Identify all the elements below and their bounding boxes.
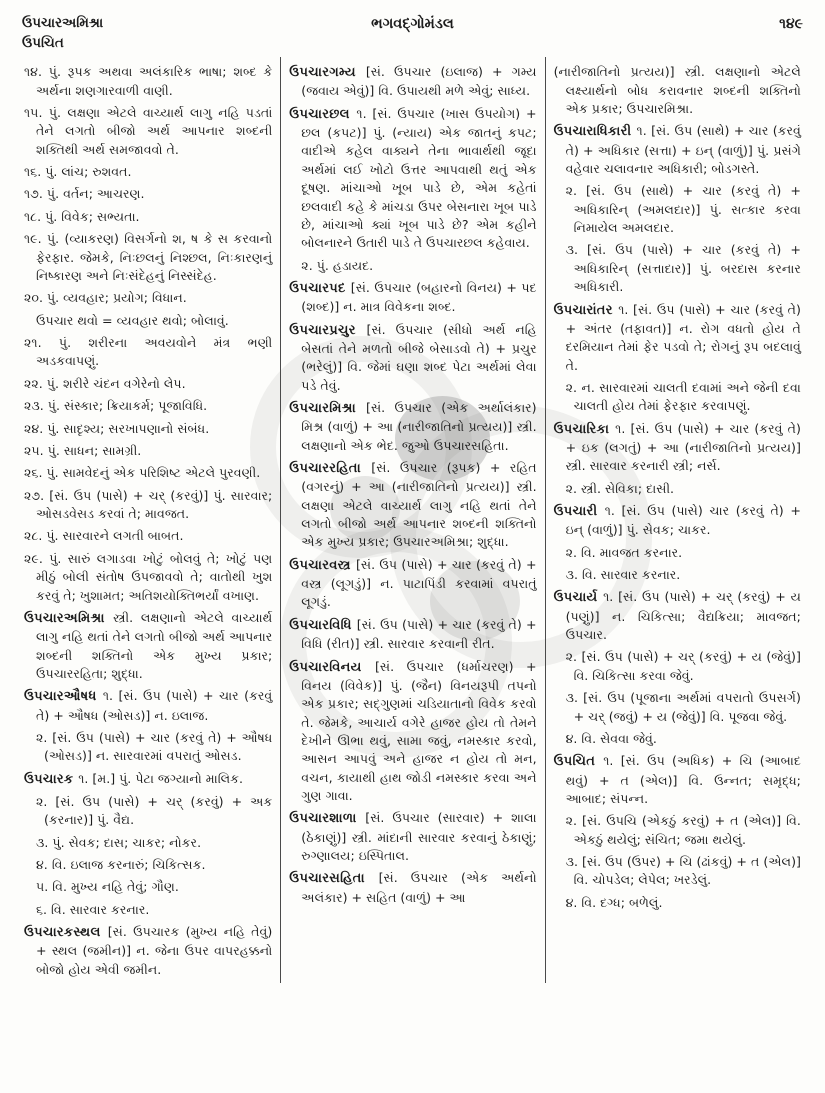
dictionary-entry: ૨૨. પું. શરીરે ચંદન વગેરેનો લેપ. [24,375,186,391]
column-3 [545,57,809,983]
dictionary-entry: ૨૯. પું. સારું લગાડવા ખોટું બોલવું તે; ખોટું પણ મીઠું બોલી સંતોષ ઉપજાવવો તે; વાતોથી ખુશ કરવું તે; ખુશામત; અતિશયોક્તિભર્યાં વખાણ. [24,550,273,603]
dictionary-entry: ઉપચારાધિકારી ૧. [સં. ઉપ (સાથે) + ચાર (કરવું તે) + અધિકાર (સત્તા) + ઇન્ (વાળું)] પું. પ્રસંગે વહેવાર ચલાવનાર અધિકારી; બોડગસ્તે. [553,123,801,176]
dictionary-entry: ૩. વિ. સારવાર કરનાર. [565,567,681,583]
dictionary-entry: ૧૯. પું. (વ્યાકરણ) વિસર્ગનો શ, ષ કે સ કરવાનો ફેરફાર. જેમકે, નિઃછલનું નિશ્છલ, નિઃકારણનું નિષ્કારણ અને નિઃસંદેહનું નિસ્સંદેહ. [24,231,273,283]
dictionary-entry: ૨. પું. હડાયદ. [301,257,374,273]
dictionary-page [12,6,813,1081]
entry-headword: ઉપચારી [553,504,605,520]
dictionary-entry: ઉપચારગમ્ય [સં. ઉપચાર (ઇલાજ) + ગમ્ય (જવાય એવું)] વિ. ઉપાયથી મળે એવું; સાધ્ય. [289,64,537,99]
dictionary-entry: ૨૫. પું. સાધન; સામગ્રી. [24,442,142,458]
dictionary-entry: ૩. [સં. ઉપ (ઉપર) + ચિ (ઢાંકવું) + ત (એલ)] વિ. ચોપડેલ; લેપેલ; ખરડેલું. [565,854,801,888]
dictionary-entry: ૫. વિ. મુખ્ય નહિ તેવું; ગૌણ. [36,879,179,895]
dictionary-entry: ઉપચાર થવો = વ્યવહાર થવો; બોલાવું. [36,312,229,328]
dictionary-entry: ૧૫. પું. લક્ષણા એટલે વાચ્યાર્થ લાગુ નહિ પડતાં તેને લગતો બીજો અર્થ આપનાર શબ્દની શક્તિથી અર્થ સમજાવવો તે. [24,104,273,157]
dictionary-entry: ૧૮. પું. વિવેક; સભ્યતા. [24,208,140,224]
dictionary-entry: ૨૦. પું. વ્યવહાર; પ્રયોગ; વિધાન. [24,290,187,306]
dictionary-entry: ઉપચારઔષધ ૧. [સં. ઉપ (પાસે) + ચાર (કરવું તે) + ઔષધ (ઓસડ)] ન. ઇલાજ. [24,688,273,723]
dictionary-entry: ઉપચારાંતર ૧. [સં. ઉપ (પાસે) + ચાર (કરવું તે) + અંતર (તફાવત)] ન. રોગ વધતો હોય તે દરમિયાન તેમાં ફેર પડવો તે; રોગનું રૂપ બદલાવું તે. [553,301,801,373]
dictionary-entry: ૨૮. પું. સારવારને લગતી બાબત. [24,528,184,544]
dictionary-entry: ૨. [સં. ઉપ (પાસે) + ચર્ (કરવું) + અક (કરનાર)] પું. વૈદ્ય. [36,793,273,828]
entry-headword: ઉપચારવિધિ [289,617,357,633]
guide-words [22,14,280,53]
dictionary-entry: ઉપચારશાળા [સં. ઉપચાર (સારવાર) + શાલા (ઠેકાણું)] સ્ત્રી. માંદાની સારવાર કરવાનું ઠેકાણું; રુગ્ણાલય; ઇસ્પિતાલ. [289,810,537,864]
dictionary-entry: ૩. [સં. ઉપ (પાસે) + ચાર (કરવું તે) + અધિકારિન્ (સત્તાદાર)] પું. બરદાસ કરનાર અધિકારી. [565,242,801,295]
page-number: ૧૪૯ [779,16,803,32]
column-2 [280,57,544,983]
dictionary-entry: ૨૩. પું. સંસ્કાર; ક્રિયાકર્મ; પૂજાવિધિ. [24,398,208,414]
guide-word-top: ઉપચારઅમિશ્રા [22,15,104,31]
page-header [12,6,813,55]
entry-headword: ઉપચારગમ્ય [289,65,366,81]
dictionary-entry: ૨. વિ. માવજત કરનાર. [565,544,683,560]
entry-headword: ઉપચારશાળા [289,811,366,827]
entry-headword: ઉપચારક [24,771,79,787]
dictionary-entry: ઉપચારિકા ૧. [સં. ઉપ (પાસે) + ચાર (કરવું તે) + ઇક (લગતું) + આ (નારીજાતિનો પ્રત્યય)] સ્ત્રી. સારવાર કરનારી સ્ત્રી; નર્સ. [553,420,801,474]
dictionary-entry: ઉપચારકસ્થલ [સં. ઉપચારક (મુખ્ય નહિ તેવું) + સ્થલ (જમીન)] ન. જેના ઉપર વાપરહક્કનો બોજો હોય એવી જમીન. [24,924,273,977]
dictionary-entry: ૪. વિ. ઇલાજ કરનારું; ચિકિત્સક. [36,857,206,873]
entry-headword: ઉપચારાધિકારી [553,124,637,140]
dictionary-entry: ઉપચાર્ય ૧. [સં. ઉપ (પાસે) + ચર્ (કરવું) + ય (પણું)] ન. ચિકિત્સા; વૈદ્યક્રિયા; માવજત; ઉપચાર. [553,589,801,643]
dictionary-entry: ૧૭. પું. વર્તન; આચરણ. [24,186,145,202]
dictionary-entry: ઉપચારવસ્ત્ર [સં. ઉપ (પાસે) + ચાર (કરવું તે) + વસ્ત્ર (લૂગડું)] ન. પાટાપિંડી કરવામાં વપરાતું લૂગડું. [289,556,537,610]
dictionary-entry: ઉપચારસહિતા [સં. ઉપચાર (એક અર્થનો અલંકાર) + સહિત (વાળું) + આ [289,870,537,905]
dictionary-entry: ૨. [સં. ઉપચિ (એકઠું કરવું) + ત (એલ)] વિ. એકઠું થયેલું; સંચિત; જમા થયેલું. [565,813,801,847]
dictionary-entry: ઉપચારઅમિશ્રા સ્ત્રી. લક્ષણાનો એટલે વાચ્યાર્થ લાગુ નહિ થતાં તેને લગતો બીજો અર્થ આપનાર શબ્દની શક્તિનો એક મુખ્ય પ્રકાર; ઉપચારરહિતા; શુદ્ધા. [24,609,273,681]
entry-headword: ઉપચારઅમિશ્રા [24,610,114,626]
dictionary-entry: ઉપચારપ્રચુર [સં. ઉપચાર (સીધો અર્થ નહિ બેસતાં તેને મળતો બીજે બેસાડવો તે) + પ્રચુર (ભરેલું)] વિ. જેમાં ઘણા શબ્દ પેટા અર્થમાં લેવા પડે તેવું. [289,321,537,393]
dictionary-entry: ૨. ન. સારવારમાં ચાલતી દવામાં અને જેની દવા ચાલતી હોય તેમાં ફેરફાર કરવાપણું. [565,379,801,414]
entry-headword: ઉપચારસહિતા [289,871,379,887]
dictionary-entry: ઉપચારી ૧. [સં. ઉપ (પાસે) ચાર (કરવું તે) + ઇન્ (વાળું)] પું. સેવક; ચાકર. [553,503,801,538]
entry-headword: ઉપચાર્ય [553,590,604,606]
dictionary-entry: ૨૭. [સં. ઉપ (પાસે) + ચર્ (કરવું)] પું. સારવાર; ઓસડવેસડ કરવાં તે; માવજત. [24,487,273,521]
entry-headword: ઉપચારપ્રચુર [289,322,367,338]
dictionary-entry: ૨. [સં. ઉપ (પાસે) + ચાર (કરવું તે) + ઔષધ (ઓસડ)] ન. સારવારમાં વપરાતું ઓસડ. [36,729,273,764]
entry-headword: ઉપચારકસ્થલ [24,925,108,941]
dictionary-entry: ઉપચારરહિતા [સં. ઉપચાર (રૂપક) + રહિત (વગરનું) + આ (નારીજાતિનો પ્રત્યય)] સ્ત્રી. લક્ષણા એટલે વાચ્યાર્થ લાગુ નહિ થતાં તેને લગતો બીજો અર્થ આપનાર શબ્દની શક્તિનો એક મુખ્ય પ્રકાર; ઉપચારઅમિશ્રા; શુદ્ધા. [289,460,537,550]
dictionary-entry: (નારીજાતિનો પ્રત્યય)] સ્ત્રી. લક્ષણાનો એટલે લક્ષ્યાર્થનો બોધ કરાવનાર શબ્દની શક્તિનો એક પ્રકાર; ઉપચારમિશ્રા. [553,64,801,116]
entry-headword: ઉપચારમિશ્રા [289,401,367,417]
entry-headword: ઉપચારિકા [553,421,616,437]
dictionary-entry: ૨૪. પું. સાદૃશ્ય; સરખાપણાનો સંબંધ. [24,420,210,436]
dictionary-entry: ૨૬. પું. સામવેદનું એક પરિશિષ્ટ એટલે પુરવણી. [24,465,261,481]
dictionary-entry: ૨. [સં. ઉપ (સાથે) + ચાર (કરવું તે) + અધિકારિન્ (અમલદાર)] પું. સત્કાર કરવા નિમાયેલ અમલદાર. [565,183,801,236]
column-1 [16,57,280,983]
entry-headword: ઉપચિત [553,754,604,770]
dictionary-columns [12,55,813,983]
guide-word-bottom: ઉપચિત [22,34,64,51]
dictionary-entry: ઉપચારમિશ્રા [સં. ઉપચાર (એક અર્થાલંકાર) મિશ્ર (વાળું) + આ (નારીજાતિનો પ્રત્યય)] સ્ત્રી. લક્ષણાનો એક ભેદ. જુઓ ઉપચારસહિતા. [289,400,537,453]
dictionary-entry: ૧૬. પું. લાંચ; રુશવત. [24,164,132,179]
dictionary-entry: ૬. વિ. સારવાર કરનાર. [36,901,150,917]
dictionary-entry: ૪. વિ. સેવવા જેવું. [565,730,657,746]
dictionary-entry: ઉપચિત ૧. [સં. ઉપ (અધિક) + ચિ (આબાદ થવું) + ત (એલ)] વિ. ઉન્નત; સમૃદ્ધ; આબાદ; સંપન્ન. [553,753,801,806]
entry-headword: ઉપચારછલ [289,106,357,122]
dictionary-entry: ૨. [સં. ઉપ (પાસે) + ચર્ (કરવું) + ય (જેવું)] વિ. ચિકિત્સા કરવા જેવું. [565,649,801,683]
dictionary-entry: ૨. સ્ત્રી. સેવિકા; દાસી. [565,480,675,496]
entry-headword: ઉપચારપદ [289,281,351,297]
dictionary-entry: ઉપચારક ૧. [મ.] પું. પેટા જગ્યાનો માલિક. [24,770,244,787]
dictionary-entry: ૨૧. પું. શરીરના અવયવોને મંત્ર ભણી અડકવાપણું. [24,335,273,369]
dictionary-entry: ઉપચારછલ ૧. [સં. ઉપચાર (ખાસ ઉપયોગ) + છલ (કપટ)] પું. (ન્યાય) એક જાતનું કપટ; વાદીએ કહેલ વાક્યને તેના ભાવાર્થથી જૂદા અર્થમાં લઈ ખોટો ઉત્તર આપવાથી થતું એક દૂષણ. માંચાઓ ખૂબ પાડે છે, એમ કહેતાં છલવાદી કહે કે માંચડા ઉપર બેસનારા ખૂબ પાડે છે, માંચાઓ ક્યાં ખૂબ પાડે છે? એમ કહીને બોલનારને ઉતારી પાડે તે ઉપચારછલ કહેવાય. [289,105,537,251]
dictionary-entry: ઉપચારવિનય [સં. ઉપચાર (ધર્માચરણ) + વિનય (વિવેક)] પું. (જૈન) વિનયરૂપી તપનો એક પ્રકાર; સદ્ગુણમાં ચડિયાતાનો વિવેક કરવો તે. જેમકે, આચાર્ય વગેરે હાજર હોય તો તેમને દેખીને ઊભા થવું, સામા જવું, નમસ્કાર કરવો, આસન આપવું અને હાજર ન હોય તો મન, વચન, કાયાથી હાથ જોડી નમસ્કાર કરવા અને ગુણ ગાવા. [289,658,537,804]
dictionary-entry: ૩. પું. સેવક; દાસ; ચાકર; નોકર. [36,834,202,850]
entry-headword: ઉપચારાંતર [553,302,619,318]
dictionary-entry: ઉપચારવિધિ [સં. ઉપ (પાસે) + ચાર (કરવું તે) + વિધિ (રીત)] સ્ત્રી. સારવાર કરવાની રીત. [289,616,537,652]
entry-headword: ઉપચારવિનય [289,659,375,675]
entry-headword: ઉપચારઔષધ [24,689,103,705]
dictionary-entry: ૩. [સં. ઉપ (પૂજાના અર્થમાં વપરાતો ઉપસર્ગ) + ચર્ (જવું) + ય (જેવું)] વિ. પૂજવા જેવું. [565,690,801,724]
entry-headword: ઉપચારવસ્ત્ર [289,557,356,573]
dictionary-entry: ઉપચારપદ [સં. ઉપચાર (બહારનો વિનય) + પદ (શબ્દ)] ન. માત્ર વિવેકના શબ્દ. [289,280,537,315]
dictionary-entry: ૧૪. પું. રૂપક અથવા અલંકારિક ભાષા; શબ્દ કે અર્થના શણગારવાળી વાણી. [24,64,273,98]
entry-headword: ઉપચારરહિતા [289,461,372,477]
dictionary-entry: ૪. વિ. દગ્ધ; બળેલું. [565,894,663,910]
book-title: ભગવદ્ગોમંડલ [371,16,454,32]
